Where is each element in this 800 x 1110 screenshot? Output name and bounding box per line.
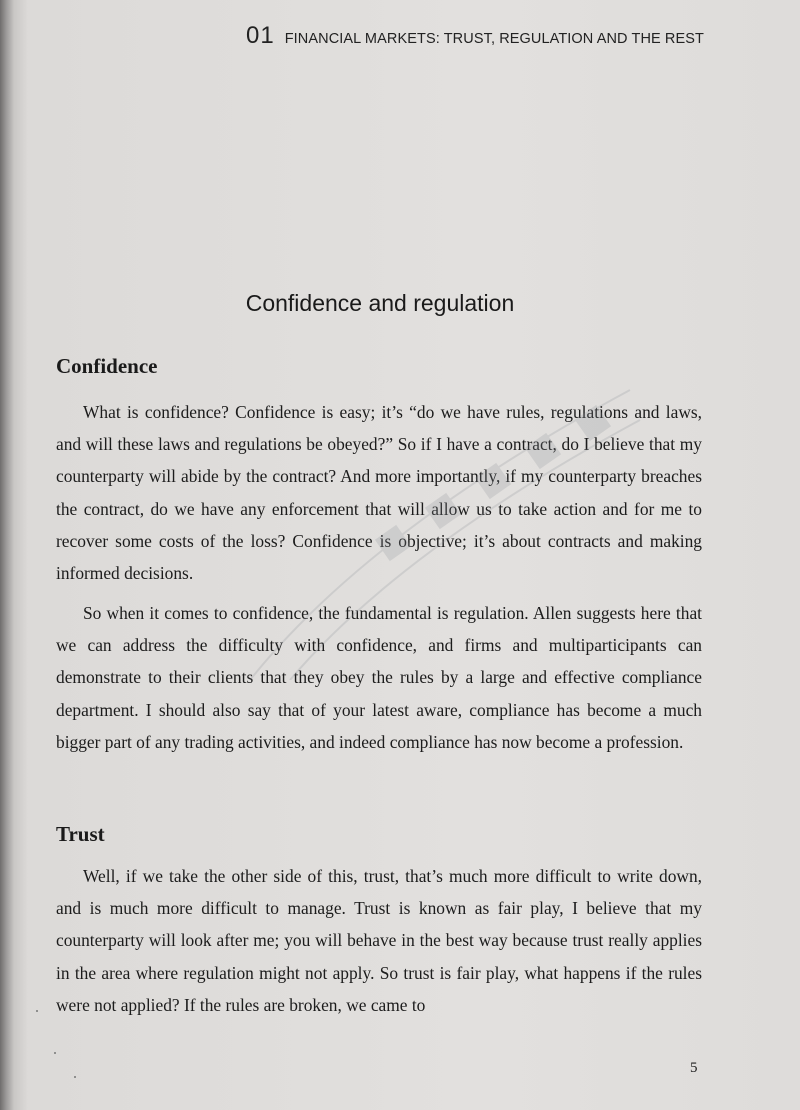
paper-speck xyxy=(54,1052,56,1054)
subheading-trust: Trust xyxy=(56,822,105,846)
subheading-confidence: Confidence xyxy=(56,354,158,378)
paragraph-confidence-1: What is confidence? Confidence is easy; it’s “do we have rules, regulations and laws, and will these laws and regulations be obeyed?” So if I have a contract, do I believe that my counterparty will abide by the contract? And more importantly, if my counterparty breaches the contract, do we have any enforcement that will allow us to take action and for me to recover some costs of the loss? Confidence is objective; it’s about contracts and making informed decisions. xyxy=(56,402,702,584)
section-title: Confidence and regulation xyxy=(245,290,515,316)
paragraph-trust-1: Well, if we take the other side of this, trust, that’s much more difficult to write down, and is much more difficult to manage. Trust is known as fair play, I believe that my counterparty will look after me; you will behave in the best way because trust really applies in the area where regulation might not apply. So trust is fair play, what happens if the rules were not applied? If the rules are broken, we came to xyxy=(56,866,702,1015)
chapter-number: 01 xyxy=(246,22,275,49)
chapter-title: FINANCIAL MARKETS: TRUST, REGULATION AND THE REST xyxy=(284,31,704,47)
page-number: 5 xyxy=(690,1060,698,1076)
paper-speck xyxy=(36,1010,38,1012)
paper-speck xyxy=(74,1076,76,1078)
paragraph-confidence-2: So when it comes to confidence, the fundamental is regulation. Allen suggests here that we can address the difficulty with confidence, and firms and multiparticipants can demonstrate to their clients that they obey the rules by a large and effective compliance department. I should also say that of your latest aware, compliance has become a much bigger part of any trading activities, and indeed compliance has now become a profession. xyxy=(56,603,702,752)
running-head xyxy=(246,22,704,50)
